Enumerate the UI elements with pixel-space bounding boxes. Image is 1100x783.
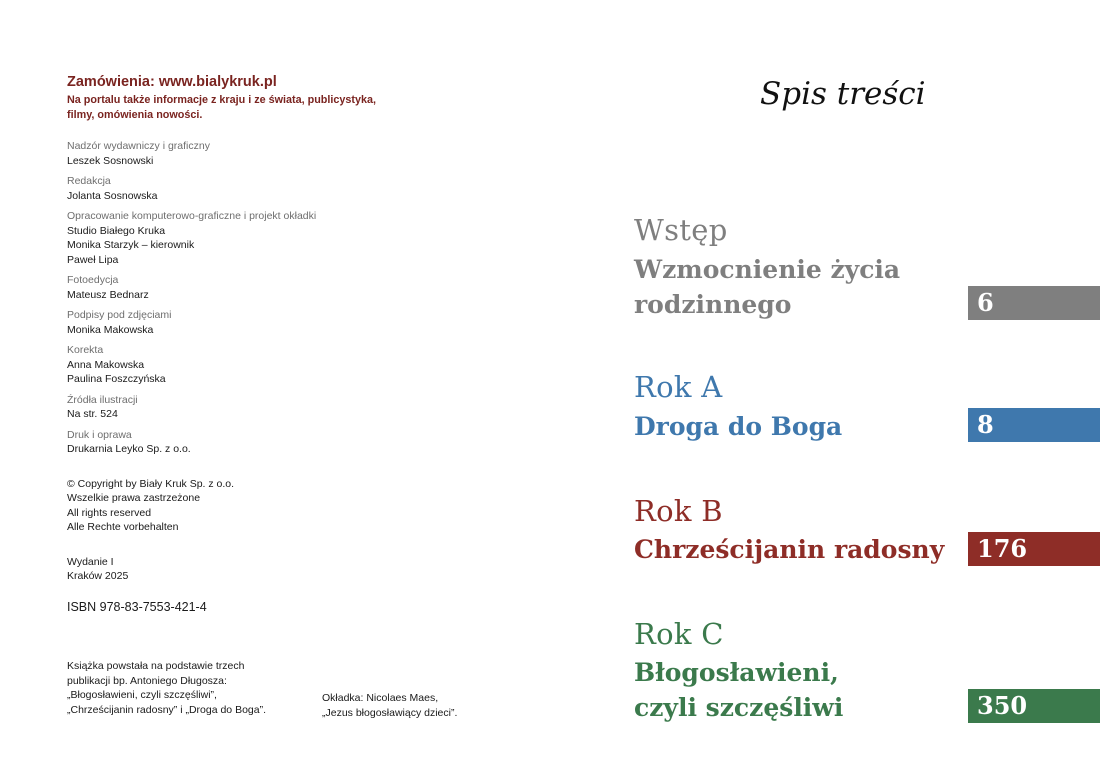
credit-label: Źródła ilustracji: [67, 393, 138, 406]
based-on-line: Książka powstała na podstawie trzech: [67, 660, 245, 672]
copyright-line: Alle Rechte vorbehalten: [67, 521, 179, 533]
based-on-line: publikacji bp. Antoniego Długosza:: [67, 674, 227, 687]
credit-name: Na str. 524: [67, 408, 118, 420]
credit-item: [67, 308, 487, 337]
credit-name: Jolanta Sosnowska: [67, 189, 158, 202]
based-on-line: „Chrześcijanin radosny” i „Droga do Boga”.: [67, 703, 267, 716]
toc-section-title-year-b[interactable]: [634, 532, 944, 567]
credit-label: Opracowanie komputerowo-graficzne i projekt okładki: [67, 210, 317, 222]
credit-item: [67, 209, 487, 267]
credit-name: Studio Białego Kruka: [67, 224, 166, 237]
credit-name: Drukarnia Leyko Sp. z o.o.: [67, 443, 191, 455]
credit-item: [67, 343, 487, 387]
toc-section-title-year-a[interactable]: [634, 409, 842, 444]
credit-label: Podpisy pod zdjęciami: [67, 309, 172, 321]
order-note: Na portalu także informacje z kraju i ze świata, publicystyka, filmy, omówienia nowości.: [67, 94, 377, 121]
credit-item: [67, 273, 487, 302]
credit-item: [67, 428, 487, 457]
cover-note-line: „Jezus błogosławiący dzieci”.: [322, 706, 458, 719]
credit-name: Anna Makowska: [67, 358, 145, 371]
toc-title-line: rodzinnego: [634, 290, 792, 319]
order-title: Zamówienia: www.bialykruk.pl: [67, 74, 277, 90]
toc-page-number-year-c[interactable]: 350: [968, 689, 1100, 723]
toc-title-line: Droga do Boga: [634, 412, 843, 441]
toc-title-line: czyli szczęśliwi: [634, 693, 844, 722]
credit-name: Mateusz Bednarz: [67, 288, 149, 301]
credit-name: Monika Makowska: [67, 323, 154, 336]
toc-title: Spis treści: [760, 76, 926, 112]
toc-title-line: Wzmocnienie życia: [634, 255, 901, 284]
copyright-line: All rights reserved: [67, 506, 152, 519]
credit-name: Paulina Foszczyńska: [67, 373, 166, 385]
toc-section-title-intro[interactable]: [634, 252, 900, 322]
credits-list: [67, 139, 487, 457]
credit-item: [67, 139, 487, 168]
credit-label: Redakcja: [67, 175, 111, 187]
copyright-block: [67, 477, 487, 535]
toc-page-number-intro[interactable]: 6: [968, 286, 1100, 320]
credit-label: Korekta: [67, 344, 104, 356]
credit-label: Fotoedycja: [67, 274, 119, 286]
toc-title-line: Błogosławieni,: [634, 658, 839, 687]
toc-page-number-year-a[interactable]: 8: [968, 408, 1100, 442]
copyright-line: © Copyright by Biały Kruk Sp. z o.o.: [67, 477, 235, 490]
credit-name: Leszek Sosnowski: [67, 154, 154, 167]
credit-name: Monika Starzyk – kierownik: [67, 239, 195, 251]
credit-item: [67, 393, 487, 422]
toc-section-label-year-a: Rok A: [634, 370, 723, 404]
copyright-line: Wszelkie prawa zastrzeżone: [67, 492, 201, 504]
credit-item: [67, 174, 487, 203]
edition-block: [67, 555, 487, 584]
isbn: ISBN 978-83-7553-421-4: [67, 599, 207, 614]
toc-section-label-year-b: Rok B: [634, 494, 723, 528]
imprint-column: [67, 74, 487, 614]
edition-line: Wydanie I: [67, 555, 114, 568]
based-on-line: „Błogosławieni, czyli szczęśliwi”,: [67, 689, 217, 701]
cover-note-line: Okładka: Nicolaes Maes,: [322, 692, 439, 704]
cover-note: [322, 691, 457, 720]
toc-section-title-year-c[interactable]: [634, 655, 843, 725]
toc-section-label-year-c: Rok C: [634, 617, 724, 651]
toc-section-label-intro: Wstęp: [634, 213, 728, 247]
edition-place-year: Kraków 2025: [67, 570, 129, 582]
toc-title-line: Chrześcijanin radosny: [634, 535, 945, 564]
credit-label: Druk i oprawa: [67, 428, 132, 441]
toc-page-number-year-b[interactable]: 176: [968, 532, 1100, 566]
credit-name: Paweł Lipa: [67, 253, 119, 266]
credit-label: Nadzór wydawniczy i graficzny: [67, 140, 210, 152]
